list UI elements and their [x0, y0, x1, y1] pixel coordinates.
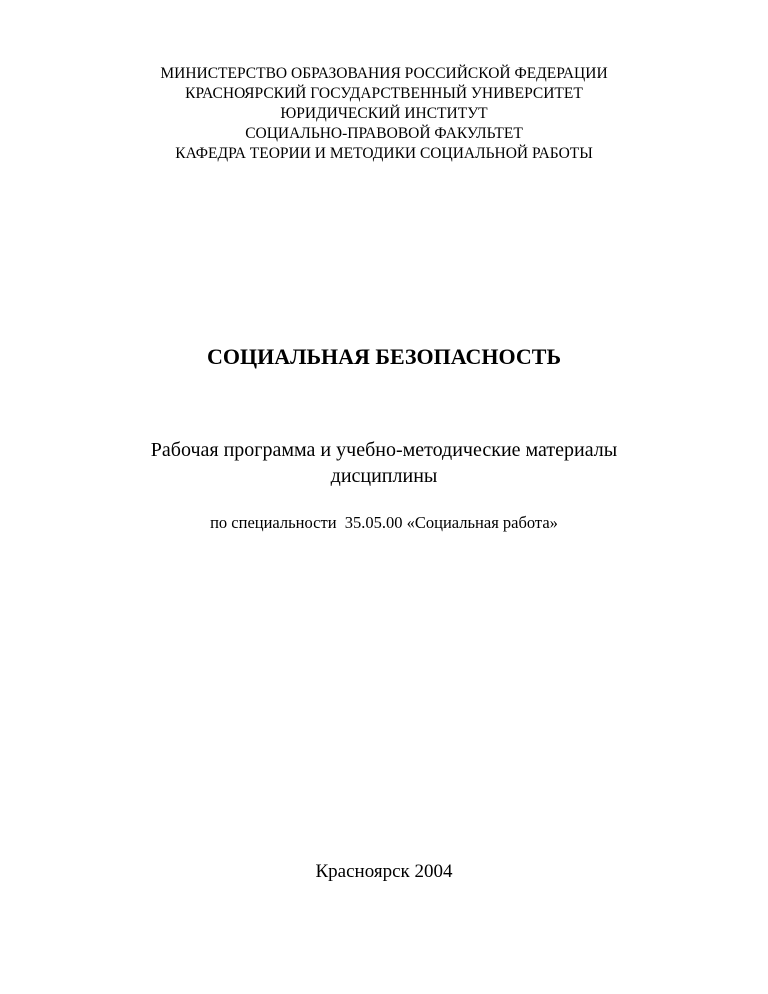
- subtitle-line-2: дисциплины: [330, 465, 438, 487]
- specialty-line: по специальности 35.05.00 «Социальная работа»: [210, 513, 558, 532]
- department-line: КАФЕДРА ТЕОРИИ И МЕТОДИКИ СОЦИАЛЬНОЙ РАБОТЫ: [175, 145, 593, 162]
- document-title: СОЦИАЛЬНАЯ БЕЗОПАСНОСТЬ: [206, 344, 562, 369]
- university-line: КРАСНОЯРСКИЙ ГОСУДАРСТВЕННЫЙ УНИВЕРСИТЕТ: [185, 85, 583, 102]
- ministry-line: МИНИСТЕРСТВО ОБРАЗОВАНИЯ РОССИЙСКОЙ ФЕДЕРАЦИИ: [160, 65, 608, 82]
- place-and-year: Красноярск 2004: [315, 861, 453, 882]
- institution-header: [0, 64, 768, 164]
- faculty-line: СОЦИАЛЬНО-ПРАВОВОЙ ФАКУЛЬТЕТ: [245, 125, 523, 142]
- institute-line: ЮРИДИЧЕСКИЙ ИНСТИТУТ: [280, 105, 488, 122]
- document-subtitle: [0, 437, 768, 489]
- subtitle-line-1: Рабочая программа и учебно-методические материалы: [150, 439, 618, 461]
